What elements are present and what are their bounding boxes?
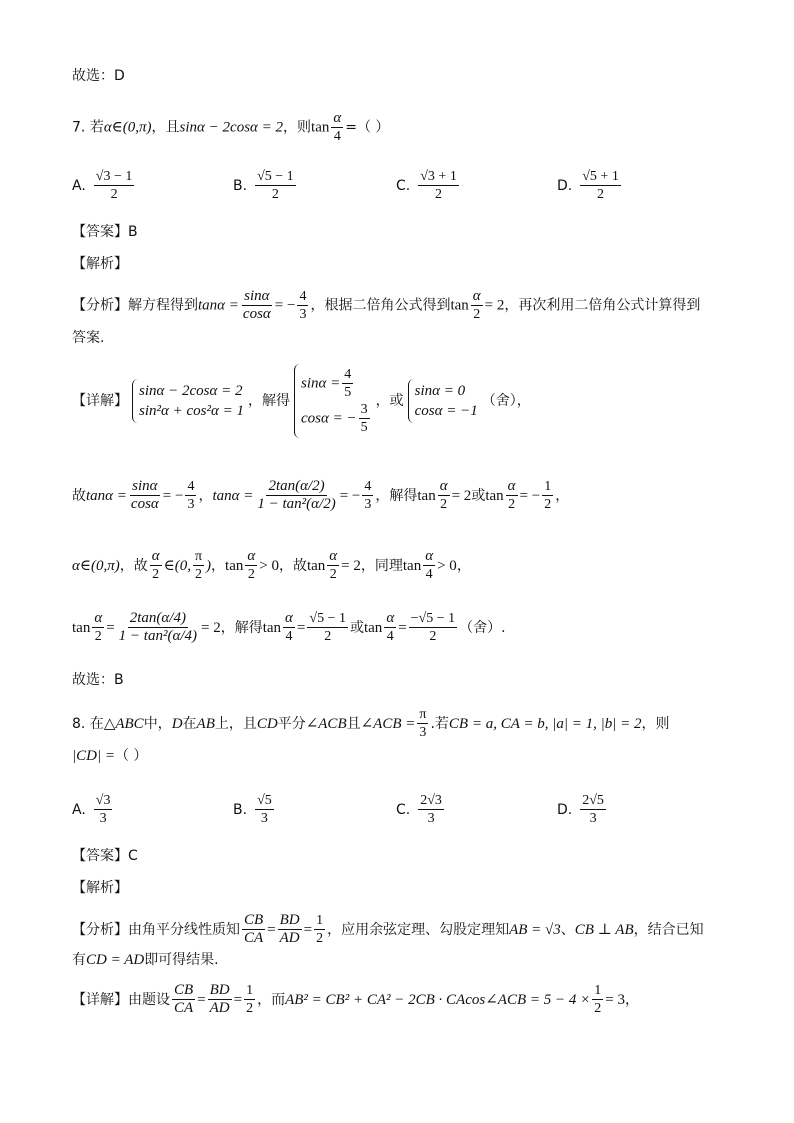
q6-final-answer: 故选：D xyxy=(72,68,125,84)
q7-final-answer: 故选：B xyxy=(72,672,124,688)
q8-analysis-heading: 【解析】 xyxy=(72,880,128,896)
q8-option-b[interactable]: B. √5 3 xyxy=(233,793,272,826)
q7-fenxi-cont: 答案. xyxy=(72,330,105,346)
q8-option-a[interactable]: A. √3 3 xyxy=(72,793,111,826)
q8-stem-cont: |CD| =（ ） xyxy=(72,748,148,764)
q7-number: 7. xyxy=(72,119,86,136)
q8-fenxi-cont: 有CD = AD即可得结果. xyxy=(72,952,219,968)
equation-system: sinα − 2cosα = 2 sin²α + cos²α = 1 xyxy=(132,379,244,423)
q8-option-d[interactable]: D. 2√5 3 xyxy=(557,793,604,826)
q7-solution-line-4: tan $\frac{\alpha}{2}$ = $\frac{2\tan(\alpha/4)}{\text{1 − tan²(α/4)}}$ = 2 ，解得 tan $\frac{\alpha}{4}$ = $\frac{√5 - 1}{2}$ 或 tan $\frac{\alpha}{4}$ = $\frac{-√5 - 1}{2}$ （舍）. xyxy=(72,610,506,644)
q7-solution-line-2: 故 tanα = $\frac{\sin\alpha}{\cos\alpha}$ = − $\frac{4}{3}$ ， tanα = $\frac{2\tan(\alpha/2)}{\text{1 − tan²(α/2)}}$ = − $\frac{4}{3}$ ，解得 tan $\frac{\alpha}{2}$ = 2 或 tan $\frac{\alpha}{2}$ = − $\frac{1}{2}$ ， xyxy=(72,478,570,512)
q7-xiangjie: 【详解】 sinα − 2cosα = 2 sin²α + cos²α = 1 ，解得 sinα = $\frac{4}{5}$ cosα = − $\frac{3}{5}$ ，或 sinα = 0 cosα = −1 （舍）， xyxy=(72,364,531,438)
q8-answer: 【答案】C xyxy=(72,848,138,864)
q7-analysis-heading: 【解析】 xyxy=(72,256,128,272)
fraction: $\frac{\alpha}{4}$ xyxy=(333,110,342,144)
q7-solution-line-3: α∈(0,π) ，故 α 2 ∈(0, π 2 ) ， tan α 2 > 0 ，故 tan $\frac{\alpha}{2}$ = 2 ，同理 tan α 4 > 0 ， xyxy=(72,548,471,582)
q7-option-a[interactable]: A. √3 − 1 2 xyxy=(72,169,133,202)
q7-fenxi: 【分析】解方程得到tanα = $\frac{\sin\alpha}{\cos\alpha}$ = − $\frac{4}{3}$ ，根据二倍角公式得到tan $\frac{\alpha}{2}$ = 2，再次利用二倍角公式计算得到 xyxy=(72,288,701,322)
q8-stem: 8. 在 △ABC 中， D 在 AB 上，且 CD 平分 ∠ACB 且 ∠ACB = $\frac{\pi}{3}$ .若 CB = a, CA = b, |a| = 1, |b| = 2 ，则 xyxy=(72,707,670,740)
q7-option-b[interactable]: B. √5 − 1 2 xyxy=(233,169,294,202)
q7-answer: 【答案】B xyxy=(72,224,138,240)
q8-number: 8. xyxy=(72,715,86,732)
equation-system: sinα = 0 cosα = −1 xyxy=(408,379,478,423)
q8-xiangjie: 【详解】 由题设 $\frac{CB}{CA}$ = $\frac{BD}{AD}$ = $\frac{1}{2}$ ，而 AB² = CB² + CA² − 2CB · CAcos∠ACB = 5 − 4 × $\frac{1}{2}$ = 3 ， xyxy=(72,982,639,1016)
q8-option-c[interactable]: C. 2√3 3 xyxy=(396,793,442,826)
q7-stem: 7. 若α∈(0,π)，且sinα − 2cosα = 2，则tan $\frac{\alpha}{4}$ =（ ） xyxy=(72,110,390,144)
q7-option-c[interactable]: C. √3 + 1 2 xyxy=(396,169,457,202)
q8-fenxi: 【分析】 由角平分线性质知 $\frac{CB}{CA}$ = $\frac{BD}{AD}$ = $\frac{1}{2}$ ，应用余弦定理、勾股定理知 AB = √3 、 CB ⊥ AB ，结合已知 xyxy=(72,912,704,946)
q7-option-d[interactable]: D. √5 + 1 2 xyxy=(557,169,619,202)
equation-system: sinα = $\frac{4}{5}$ cosα = − $\frac{3}{5}$ xyxy=(294,364,372,438)
